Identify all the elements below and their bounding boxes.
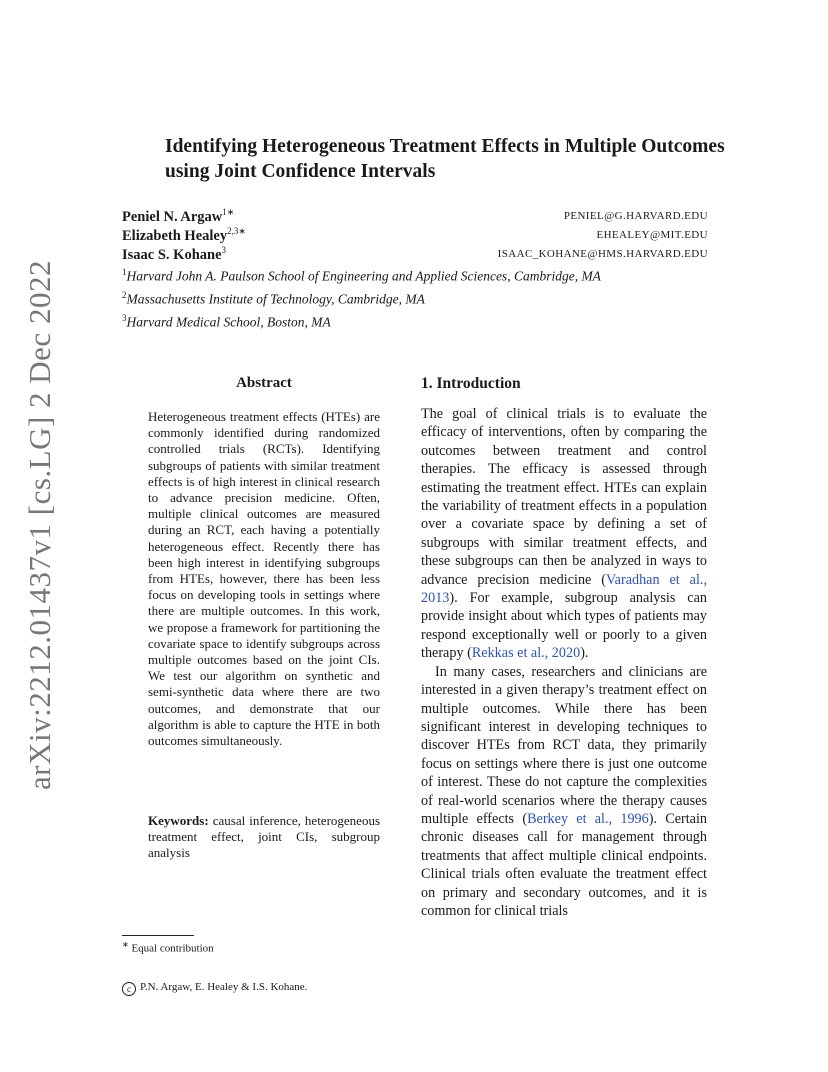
affiliation: $^1$Harvard John A. Paulson School of Engineering and Applied Sciences, Cambridge, MA — [122, 267, 601, 284]
arxiv-id: arXiv:2212.01437v1 [cs.LG] 2 Dec 2022 — [22, 260, 57, 790]
introduction-heading: 1. Introduction — [421, 375, 521, 392]
keywords-text: causal inference, heterogeneous treatment effect, joint CIs, subgroup analysis — [148, 813, 380, 861]
affiliation: $^2$Massachusetts Institute of Technology, Cambridge, MA — [122, 290, 425, 307]
author-row — [122, 226, 708, 245]
author-email: EHEALEY@MIT.EDU — [596, 229, 708, 241]
footnote: ∗ Equal contribution — [122, 940, 214, 955]
paper-title: Identifying Heterogeneous Treatment Effects in Multiple Outcomes using Joint Confidence Intervals — [165, 136, 725, 182]
copyright-icon: c — [122, 982, 136, 996]
author-name: Peniel N. Argaw$^{1∗}$ — [122, 207, 235, 225]
arxiv-stamp — [20, 260, 60, 790]
author-name: Elizabeth Healey$^{2,3∗}$ — [122, 226, 246, 244]
citation-link[interactable]: Berkey et al., 1996 — [527, 810, 649, 827]
affiliation: $^3$Harvard Medical School, Boston, MA — [122, 313, 331, 330]
affiliations — [122, 263, 722, 332]
author-row — [122, 245, 708, 264]
copyright-text: P.N. Argaw, E. Healey & I.S. Kohane. — [140, 981, 308, 993]
copyright-line — [122, 981, 307, 996]
keywords — [148, 813, 380, 862]
footnote-rule — [122, 935, 194, 936]
intro-paragraph: The goal of clinical trials is to evaluate the efficacy of interventions, often by comparing the outcomes between treatment and control therapies. The efficacy is assessed through estimating the treatment effect. HTEs can explain the variability of treatment effects in a population over a covariate space by defining a set of subgroups with similar treatment effects, and these subgroups can then be analyzed in ways to advance precision medicine (Varadhan et al., 2013). For example, subgroup analysis can provide insight about which types of patients may respond exceptionally well or poorly to a given therapy (Rekkas et al., 2020). — [421, 406, 708, 662]
citation-link[interactable]: Rekkas et al., 2020 — [471, 645, 581, 662]
author-email: PENIEL@G.HARVARD.EDU — [563, 210, 708, 222]
author-list — [122, 207, 708, 264]
abstract-text: Heterogeneous treatment effects (HTEs) are commonly identified during randomized controlled trials (RCTs). Identifying subgroups of patients with similar treatment effects is of high interest in clinical research to advance precision medicine. Often, multiple clinical outcomes are measured during an RCT, each having a potentially heterogeneous effect. Recently there has been high interest in identifying subgroups from HTEs, however, there has been less focus on developing tools in settings where there are multiple outcomes. In this work, we propose a framework for partitioning the covariate space to identify subgroups across multiple outcomes based on the joint CIs. We test our algorithm on synthetic and semi-synthetic data where there are two outcomes, and demonstrate that our algorithm is able to capture the HTE in both outcomes simultaneously. — [148, 409, 380, 749]
author-name: Isaac S. Kohane$^3$ — [122, 245, 227, 263]
abstract-heading: Abstract — [236, 375, 292, 391]
keywords-label: Keywords: — [148, 813, 209, 828]
introduction-body — [421, 405, 707, 920]
author-row — [122, 207, 708, 226]
author-email: ISAAC_KOHANE@HMS.HARVARD.EDU — [497, 248, 708, 260]
intro-paragraph: In many cases, researchers and clinicians are interested in a given therapy’s treatment effect on multiple outcomes. While there has been significant interest in developing techniques to discover HTEs from RCT data, they primarily focus on settings where there is just one outcome of interest. These do not capture the complexities of real-world scenarios where the therapy causes multiple effects (Berkey et al., 1996). Certain chronic diseases call for management through treatments that affect multiple clinical endpoints. Clinical trials often evaluate the treatment effect on primary and secondary outcomes, and it is common for clinical trials — [421, 663, 708, 919]
citation-link[interactable]: Varadhan et al., 2013 — [421, 571, 708, 607]
